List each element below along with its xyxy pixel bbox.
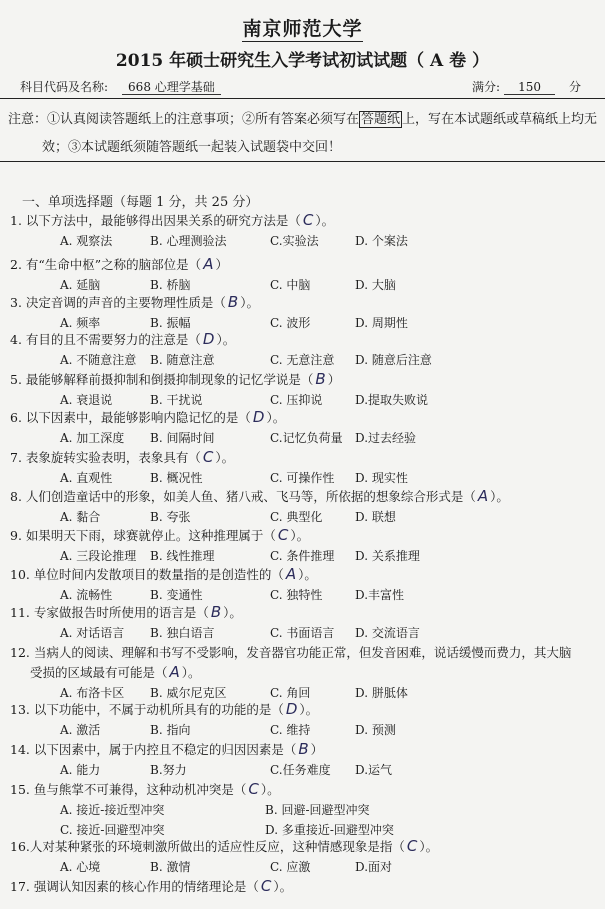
question-text: 5. 最能够解释前摄抑制和倒摄抑制现象的记忆学说是（: [10, 372, 314, 387]
question-text: [10, 700, 318, 718]
question-end: ）。: [290, 528, 310, 543]
option-b: B. 威尔尼克区: [150, 686, 227, 700]
question-text: 12. 当病人的阅读、理解和书写不受影响，发音器官功能正常，但发音困难，说话缓慢而费力，其大脑: [10, 645, 572, 660]
option-b: B. 概况性: [150, 471, 203, 485]
option-a: A. 频率: [60, 316, 101, 330]
option-a: A. 布洛卡区: [60, 686, 125, 700]
option-a: A. 激活: [60, 723, 101, 737]
option-d: D. 联想: [355, 510, 396, 524]
question-text: [10, 526, 309, 544]
question-text: 14. 以下因素中，属于内控且不稳定的归因因素是（: [10, 742, 297, 757]
option-d: D. 多重接近-回避型冲突: [265, 823, 394, 837]
handwritten-answer: C: [202, 448, 214, 466]
option-d: D.提取失败说: [355, 393, 429, 407]
question-text: 2. 有“生命中枢”之称的脑部位是（: [10, 257, 202, 272]
option-c: C. 维持: [270, 723, 311, 737]
option-a: A. 对话语言: [60, 626, 125, 640]
handwritten-answer: B: [315, 370, 326, 388]
question-end: ）。: [266, 410, 286, 425]
option-a: A. 延脑: [60, 278, 101, 292]
question-end: ）。: [215, 450, 235, 465]
question-text: 受损的区域最有可能是（: [30, 665, 168, 680]
score-info: [472, 78, 581, 95]
option-d: D.运气: [355, 763, 393, 777]
question-end: ）。: [260, 782, 280, 797]
question-text: 10. 单位时间内发散项目的数量指的是创造性的（: [10, 567, 284, 582]
handwritten-answer: D: [252, 408, 265, 426]
option-c: C. 接近-回避型冲突: [60, 823, 165, 837]
section-title: 一、单项选择题（每题 1 分，共 25 分）: [22, 195, 259, 210]
question-text: 3. 决定音调的声音的主要物理性质是（: [10, 295, 226, 310]
option-d: D.过去经验: [355, 431, 417, 445]
option-d: D. 个案法: [355, 234, 408, 248]
question-text: 4. 有目的且不需要努力的注意是（: [10, 332, 201, 347]
option-b: B. 随意注意: [150, 353, 215, 367]
notice-line-1: [8, 108, 597, 127]
option-c: C. 书面语言: [270, 626, 335, 640]
option-b: B. 振幅: [150, 316, 191, 330]
option-c: C. 波形: [270, 316, 311, 330]
option-d: D. 交流语言: [355, 626, 420, 640]
option-b: B. 激情: [150, 860, 191, 874]
option-c: C. 条件推理: [270, 549, 335, 563]
question-end: ）。: [298, 567, 317, 582]
option-d: D. 随意后注意: [355, 353, 432, 367]
school-name: 南京师范大学: [242, 18, 363, 40]
option-b: B. 夸张: [150, 510, 191, 524]
question-text: [10, 877, 292, 895]
option-c: C. 应激: [270, 860, 311, 874]
answer-sheet-box: 答题纸: [361, 112, 401, 127]
option-c: C. 典型化: [270, 510, 323, 524]
option-c: C. 可操作性: [270, 471, 335, 485]
option-c: C. 中脑: [270, 278, 311, 292]
question-text: [10, 740, 323, 758]
question-end: ）: [215, 257, 228, 272]
option-d: D. 大脑: [355, 278, 396, 292]
option-d: D. 胼胝体: [355, 686, 408, 700]
question-text: [10, 780, 280, 798]
option-d: D. 关系推理: [355, 549, 420, 563]
question-text: [10, 837, 438, 855]
question-text: 7. 表象旋转实验表明，表象具有（: [10, 450, 201, 465]
option-a: A. 心境: [60, 860, 101, 874]
option-d: D. 现实性: [355, 471, 408, 485]
handwritten-answer: C: [260, 877, 272, 895]
handwritten-answer: C: [248, 780, 259, 798]
question-text: 15. 鱼与熊掌不可兼得，这种动机冲突是（: [10, 782, 247, 797]
option-b: B. 干扰说: [150, 393, 203, 407]
option-b: B. 独白语言: [150, 626, 215, 640]
option-a: A. 衰退说: [60, 393, 113, 407]
question-end: ）。: [419, 839, 439, 854]
handwritten-answer: D: [202, 330, 215, 348]
question-text: [30, 663, 201, 681]
handwritten-answer: A: [169, 663, 180, 681]
handwritten-answer: C: [277, 526, 289, 544]
question-end: ）。: [315, 213, 335, 228]
handwritten-answer: B: [210, 603, 222, 621]
question-end: ）。: [299, 702, 319, 717]
option-c: C. 压抑说: [270, 393, 323, 407]
question-end: ）。: [240, 295, 259, 310]
question-text: [10, 255, 228, 273]
question-end: ）。: [490, 489, 509, 504]
question-text: [10, 330, 235, 348]
handwritten-answer: B: [298, 740, 309, 758]
option-b: B. 回避-回避型冲突: [265, 803, 370, 817]
handwritten-answer: B: [227, 293, 239, 311]
question-text: [10, 370, 340, 388]
subject-info: [20, 78, 221, 95]
handwritten-answer: A: [477, 487, 489, 505]
option-c: C. 角回: [270, 686, 311, 700]
question-text: 11. 专家做报告时所使用的语言是（: [10, 605, 209, 620]
question-text: [10, 293, 259, 311]
option-a: A. 直观性: [60, 471, 113, 485]
option-b: B. 指向: [150, 723, 191, 737]
option-a: A. 流畅性: [60, 588, 113, 602]
question-text: [10, 487, 509, 505]
handwritten-answer: C: [302, 211, 314, 229]
score-value: 150: [504, 80, 555, 95]
option-b: B. 桥脑: [150, 278, 191, 292]
option-a: A. 三段论推理: [60, 549, 137, 563]
option-a: A. 观察法: [60, 234, 113, 248]
option-a: A. 不随意注意: [60, 353, 137, 367]
question-end: ）。: [181, 665, 201, 680]
option-b: B. 心理测验法: [150, 234, 227, 248]
question-text: 6. 以下因素中，最能够影响内隐记忆的是（: [10, 410, 251, 425]
option-a: A. 加工深度: [60, 431, 125, 445]
option-b: B. 变通性: [150, 588, 203, 602]
question-end: ）。: [216, 332, 236, 347]
option-c: C. 独特性: [270, 588, 323, 602]
handwritten-answer: A: [285, 565, 297, 583]
handwritten-answer: C: [406, 837, 418, 855]
option-b: B. 间隔时间: [150, 431, 215, 445]
question-end: ）。: [273, 879, 293, 894]
option-a: A. 接近-接近型冲突: [60, 803, 165, 817]
question-text: [10, 603, 242, 621]
question-text: 9. 如果明天下雨，球赛就停止。这种推理属于（: [10, 528, 276, 543]
option-d: D. 预测: [355, 723, 396, 737]
question-end: ）: [310, 742, 324, 757]
notice-text: 注意：①认真阅读答题纸上的注意事项；②所有答案必须写在: [8, 112, 360, 127]
option-d: D.丰富性: [355, 588, 405, 602]
question-text: [10, 565, 317, 583]
option-d: D.面对: [355, 860, 393, 874]
question-text: 13. 以下功能中，不属于动机所具有的功能的是（: [10, 702, 284, 717]
score-unit: 分: [568, 80, 581, 94]
question-text: 17. 强调认知因素的核心作用的情绪理论是（: [10, 879, 259, 894]
option-c: C.记忆负荷量: [270, 431, 343, 445]
question-text: [10, 408, 285, 426]
question-end: ）。: [223, 605, 242, 620]
exam-title: 2015 年硕士研究生入学考试初试试题（ A 卷 ）: [115, 51, 490, 71]
question-text: 16.人对某种紧张的环境刺激所做出的适应性反应，这种情感现象是指（: [10, 839, 405, 854]
option-c: C. 无意注意: [270, 353, 335, 367]
notice-line-2: 效；③本试题纸须随答题纸一起装入试题袋中交回！: [42, 140, 342, 155]
option-b: B.努力: [150, 763, 187, 777]
question-text: [10, 211, 334, 229]
score-label: 满分:: [472, 80, 501, 94]
question-text: [10, 448, 234, 466]
question-text: 8. 人们创造童话中的形象，如美人鱼、猪八戒、飞马等，所依据的想象综合形式是（: [10, 489, 476, 504]
option-a: A. 黏合: [60, 510, 101, 524]
option-c: C.任务难度: [270, 763, 331, 777]
question-text: 1. 以下方法中，最能够得出因果关系的研究方法是（: [10, 213, 301, 228]
subject-label: 科目代码及名称:: [20, 80, 109, 94]
option-d: D. 周期性: [355, 316, 408, 330]
handwritten-answer: D: [285, 700, 298, 718]
option-c: C.实验法: [270, 234, 319, 248]
option-a: A. 能力: [60, 763, 101, 777]
option-b: B. 线性推理: [150, 549, 215, 563]
subject-value: 668 心理学基础: [122, 80, 221, 95]
question-end: ）: [327, 372, 341, 387]
handwritten-answer: A: [203, 255, 214, 273]
notice-text: 上，写在本试题纸或草稿纸上均无: [402, 112, 598, 127]
